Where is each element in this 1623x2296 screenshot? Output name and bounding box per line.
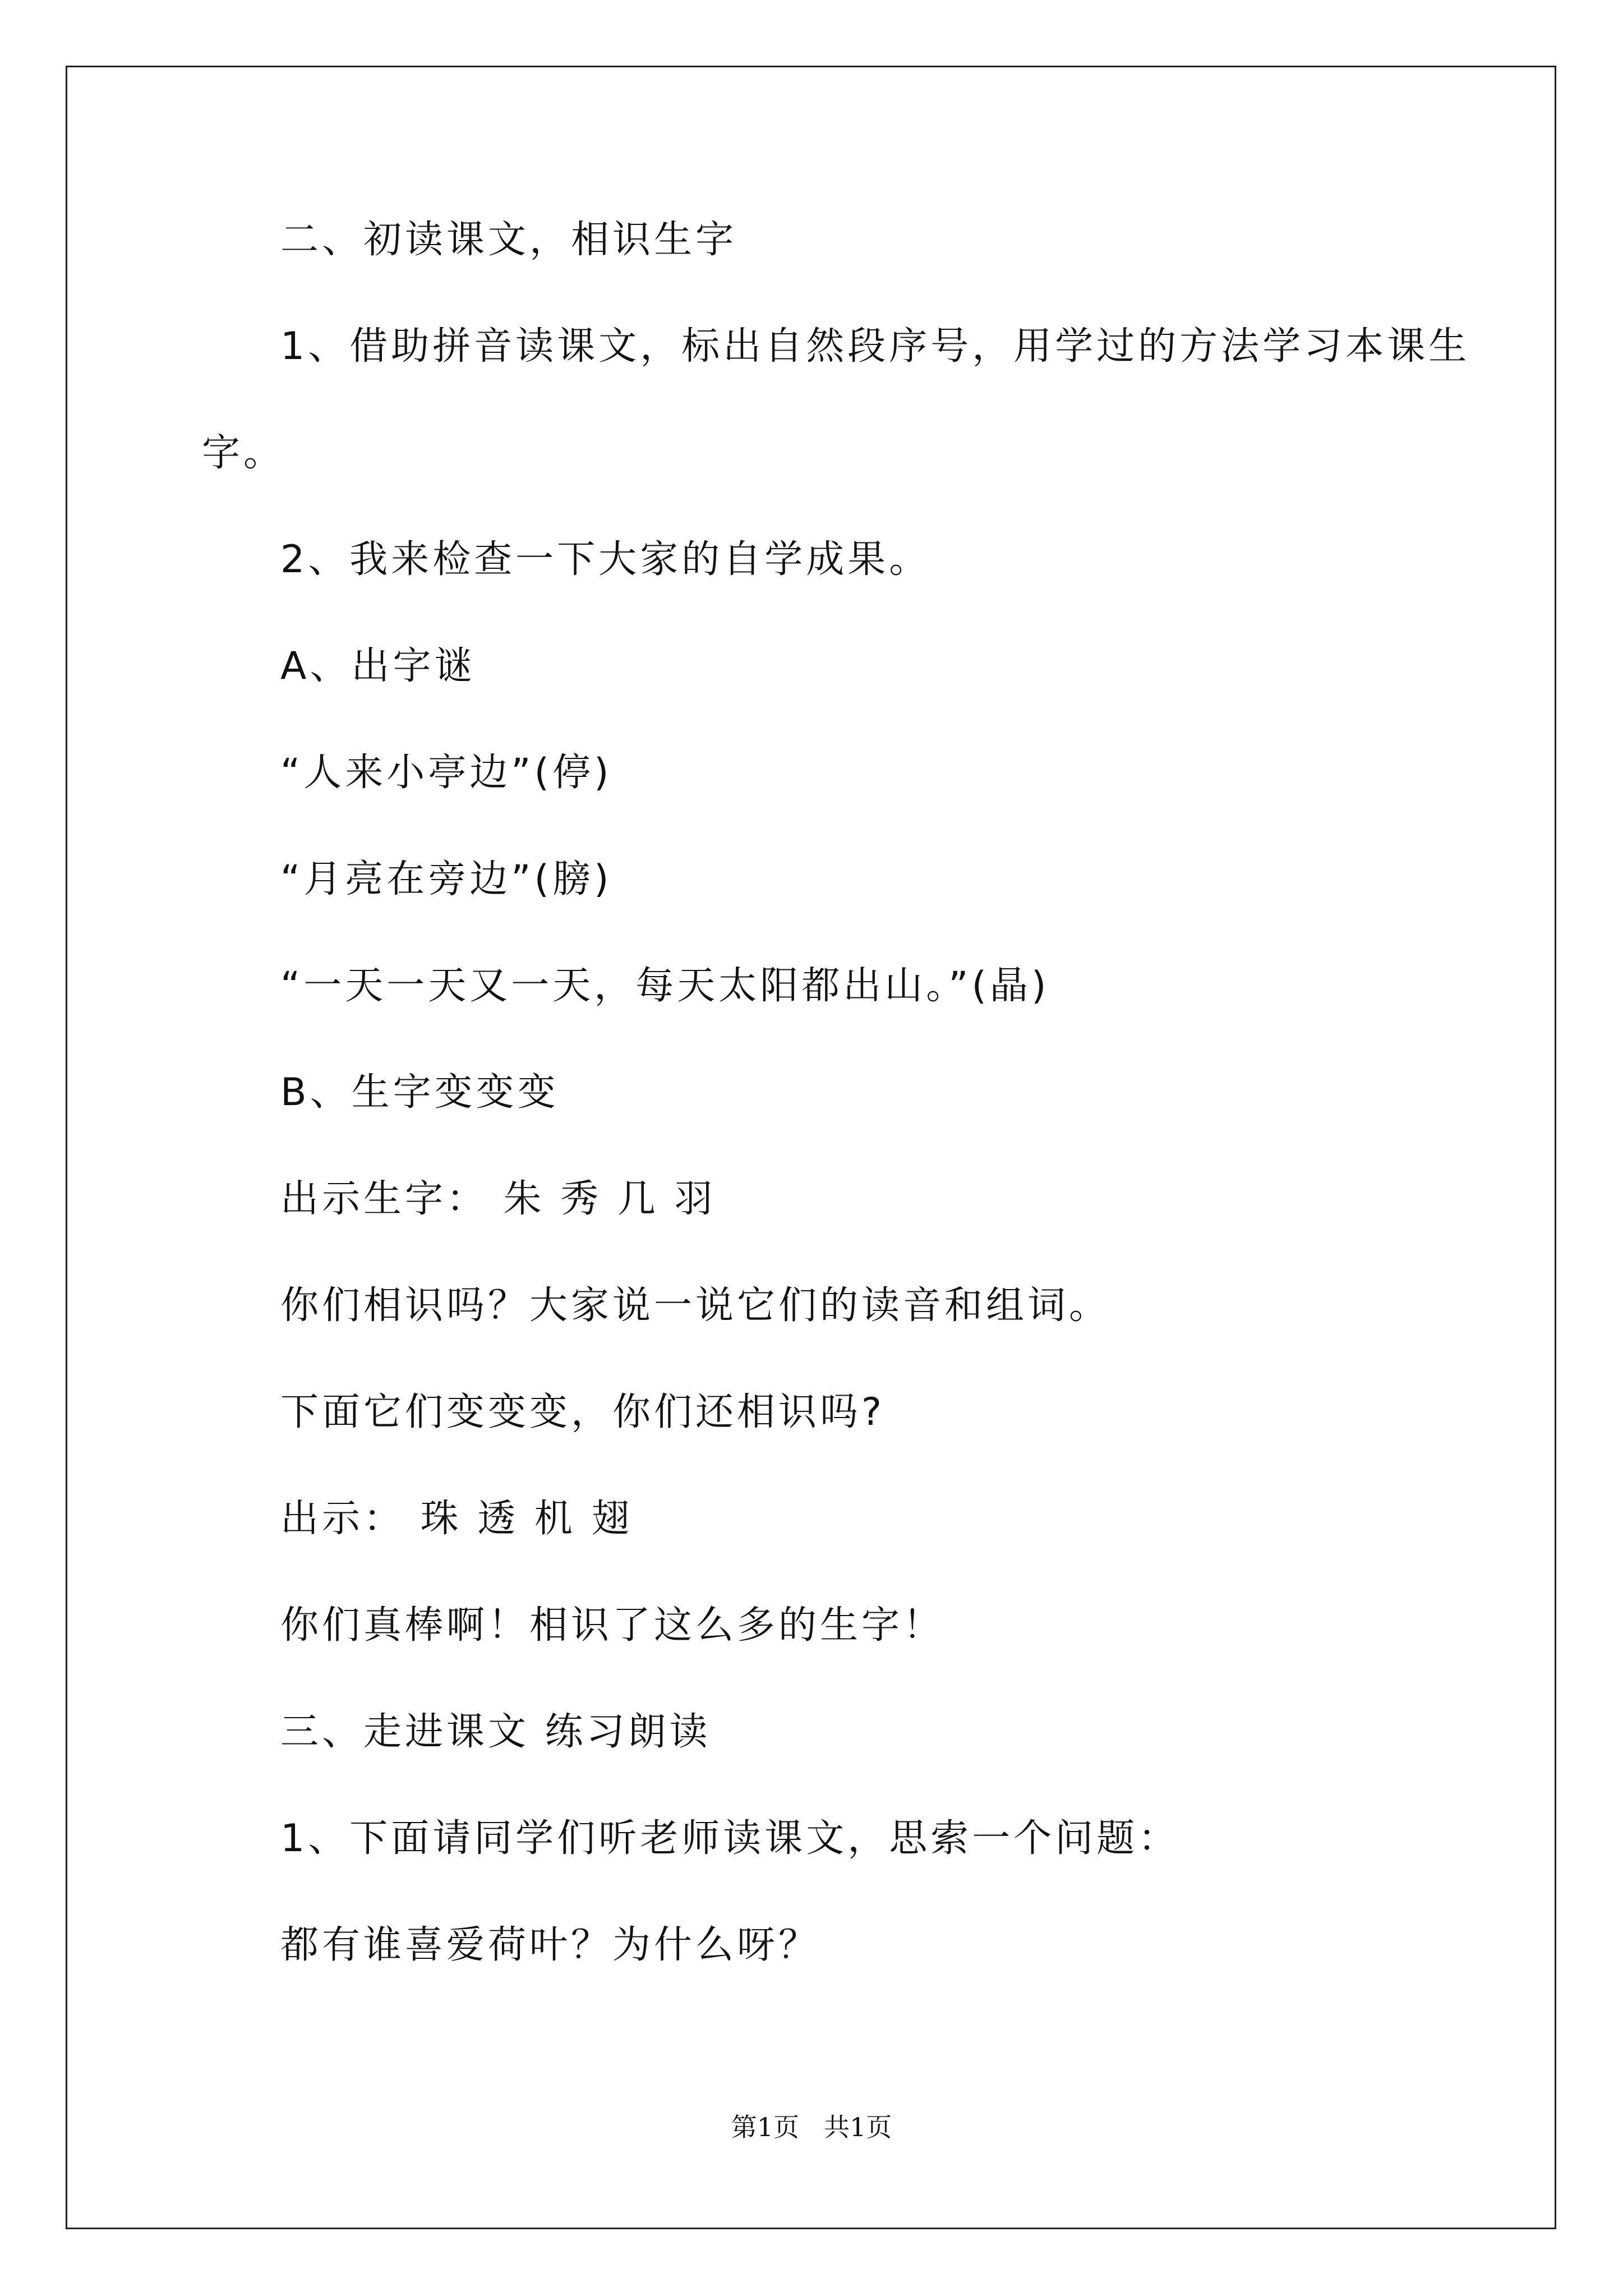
section-heading-2: 二、初读课文，相识生字	[280, 218, 737, 262]
riddle-2: “月亮在旁边”(膀)	[280, 857, 612, 901]
paragraph-1-line-1: 1、借助拼音读课文，标出自然段序号，用学过的方法学习本课生	[280, 324, 1470, 369]
show-characters-1: 出示生字： 朱 秀 几 羽	[280, 1177, 716, 1221]
riddle-1: “人来小亭边”(停)	[280, 751, 612, 795]
page-number: 第1页	[731, 2112, 800, 2142]
riddle-3: “一天一天又一天，每天太阳都出山。”(晶)	[280, 964, 1050, 1008]
show-characters-2: 出示： 珠 透 机 翅	[280, 1497, 633, 1541]
section-heading-3: 三、走进课文 练习朗读	[280, 1710, 711, 1754]
question-2: 下面它们变变变，你们还相识吗?	[280, 1390, 886, 1434]
paragraph-2: 2、我来检查一下大家的自学成果。	[280, 537, 931, 582]
subheading-b: B、生字变变变	[280, 1070, 559, 1115]
page-total: 共1页	[823, 2112, 892, 2142]
page-footer	[0, 2110, 1623, 2144]
paragraph-3: 1、下面请同学们听老师读课文，思索一个问题：	[280, 1816, 1180, 1861]
page-border	[66, 66, 1556, 2229]
praise-line: 你们真棒啊！相识了这么多的生字！	[280, 1603, 945, 1648]
question-3: 都有谁喜爱荷叶？为什么呀？	[280, 1923, 820, 1967]
paragraph-1-line-2: 字。	[202, 431, 285, 475]
question-1: 你们相识吗？大家说一说它们的读音和组词。	[280, 1283, 1111, 1328]
subheading-a: A、出字谜	[280, 644, 476, 688]
footer-spacer	[799, 2112, 824, 2142]
